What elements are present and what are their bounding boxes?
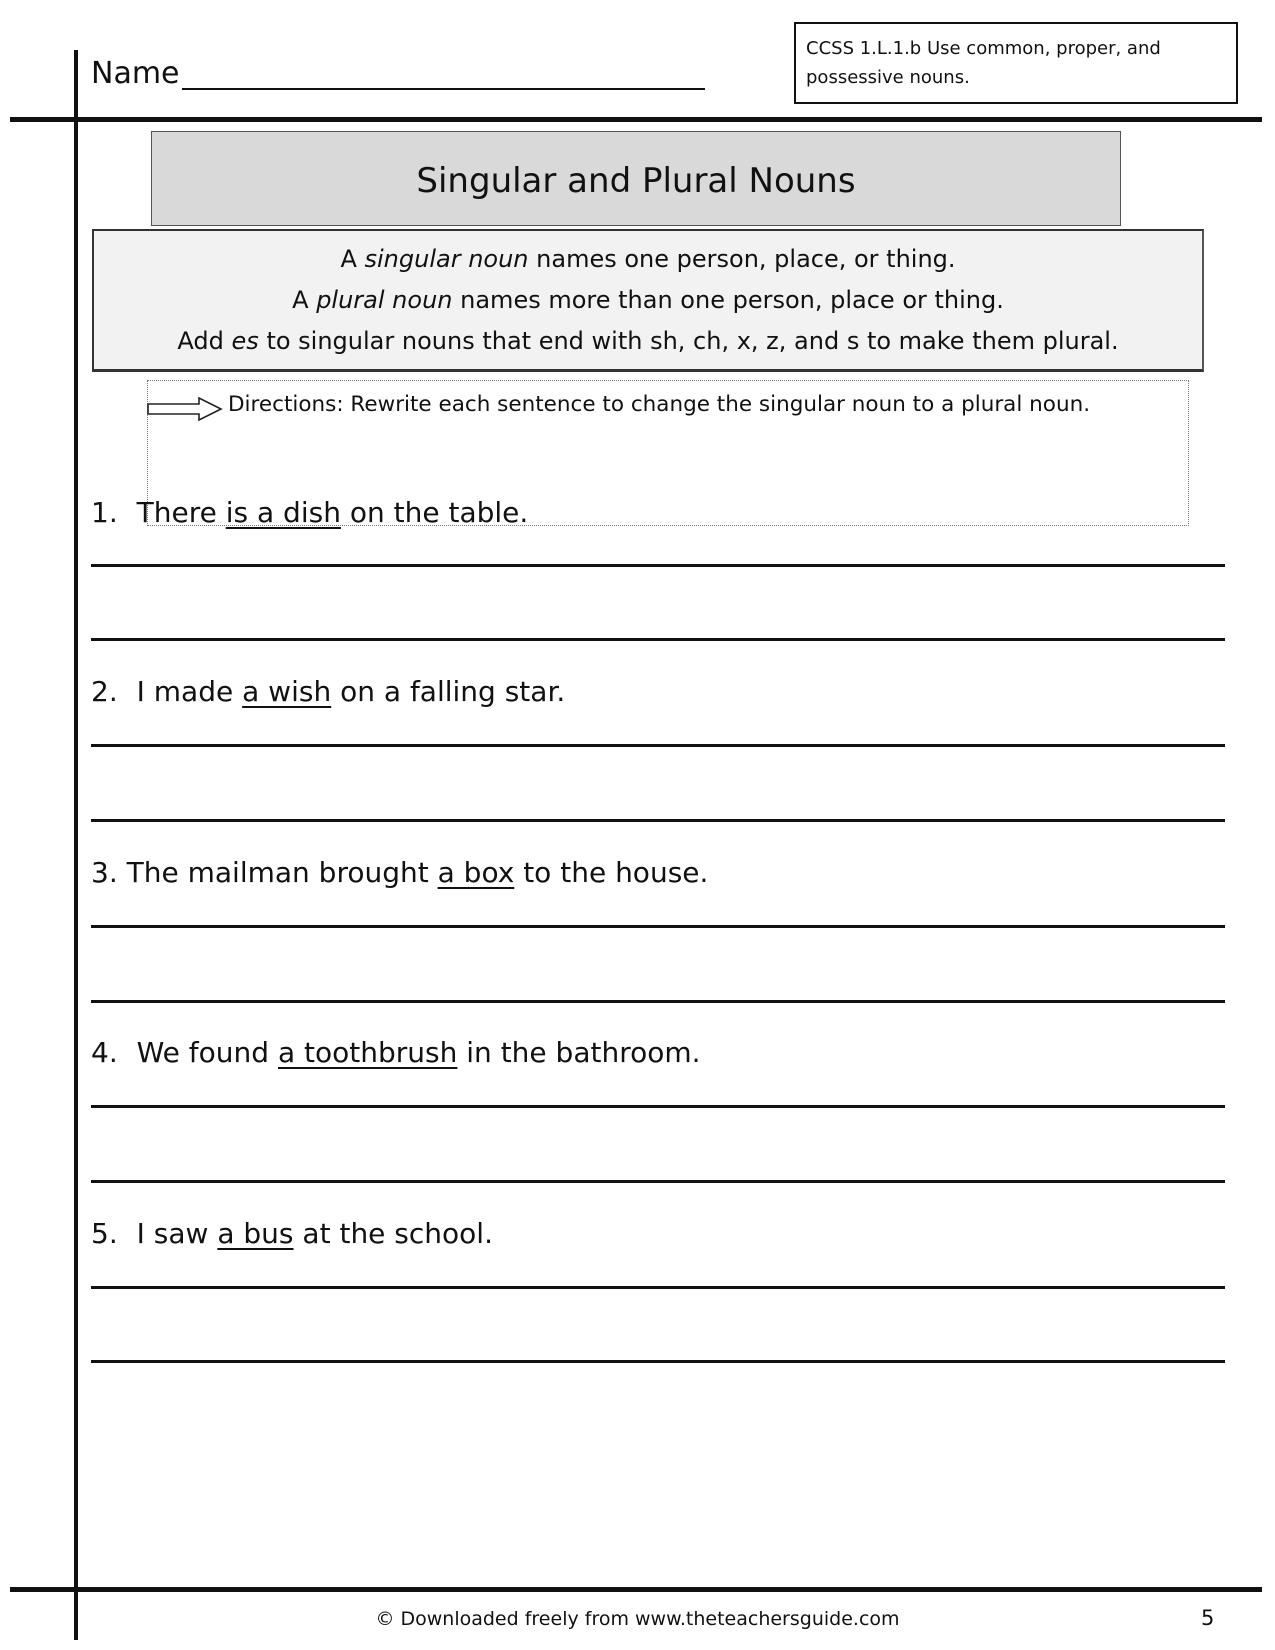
question-4 (91, 1036, 701, 1069)
question-text-after: to the house. (523, 856, 709, 889)
rule-line-2-lead: A (292, 286, 309, 314)
title-banner (151, 131, 1121, 226)
header-rule (10, 117, 1262, 122)
rule-line-3-rest: to singular nouns that end with sh, ch, x, z, and s to make them plural. (266, 327, 1119, 355)
answer-line[interactable] (91, 1360, 1225, 1363)
question-2 (91, 675, 565, 708)
question-text-after: on the table. (349, 496, 529, 529)
answer-line[interactable] (91, 925, 1225, 928)
rule-line-1-rest: names one person, place, or thing. (536, 245, 956, 273)
rule-line-2-term: plural noun (316, 286, 453, 314)
name-field-line[interactable] (182, 88, 705, 90)
rule-line-1 (94, 239, 1202, 280)
question-text-after: on a falling star. (340, 675, 566, 708)
singular-noun-phrase: a box (437, 856, 515, 889)
question-text-before: The mailman brought (126, 856, 429, 889)
singular-noun-phrase: a bus (217, 1217, 294, 1250)
singular-noun-phrase: a wish (242, 675, 332, 708)
question-number: 3. (91, 856, 118, 889)
page-number: 5 (1201, 1606, 1215, 1630)
rule-line-3-term: es (231, 327, 259, 355)
answer-line[interactable] (91, 1105, 1225, 1108)
question-number: 1. (91, 496, 118, 529)
arrow-right-icon (147, 397, 223, 421)
singular-noun-phrase: is a dish (225, 496, 341, 529)
question-text-before: There (136, 496, 217, 529)
question-text-after: at the school. (302, 1217, 493, 1250)
rule-box (92, 229, 1204, 372)
question-3 (91, 856, 708, 889)
rule-line-1-term: singular noun (364, 245, 529, 273)
answer-line[interactable] (91, 1286, 1225, 1289)
page-title: Singular and Plural Nouns (416, 160, 856, 201)
rule-line-3 (94, 321, 1202, 362)
margin-line (74, 50, 78, 1640)
answer-line[interactable] (91, 638, 1225, 641)
answer-line[interactable] (91, 1000, 1225, 1003)
name-label: Name (91, 56, 180, 91)
question-5 (91, 1217, 493, 1250)
rule-line-2-rest: names more than one person, place or thing. (460, 286, 1004, 314)
singular-noun-phrase: a toothbrush (277, 1036, 458, 1069)
footer-rule (10, 1587, 1262, 1592)
question-text-before: I saw (136, 1217, 209, 1250)
rule-line-3-lead: Add (177, 327, 224, 355)
answer-line[interactable] (91, 564, 1225, 567)
footer-credit: © Downloaded freely from www.theteachersguide.com (375, 1608, 900, 1630)
question-number: 2. (91, 675, 118, 708)
question-number: 4. (91, 1036, 118, 1069)
question-number: 5. (91, 1217, 118, 1250)
question-text-before: I made (136, 675, 234, 708)
directions-text: Directions: Rewrite each sentence to change the singular noun to a plural noun. (228, 392, 1091, 417)
question-1 (91, 496, 528, 529)
question-text-after: in the bathroom. (466, 1036, 701, 1069)
question-text-before: We found (136, 1036, 270, 1069)
rule-line-2 (94, 280, 1202, 321)
answer-line[interactable] (91, 1180, 1225, 1183)
answer-line[interactable] (91, 744, 1225, 747)
standard-text: CCSS 1.L.1.b Use common, proper, and possessive nouns. (806, 38, 1161, 88)
standard-box (794, 22, 1238, 104)
answer-line[interactable] (91, 819, 1225, 822)
rule-line-1-lead: A (340, 245, 357, 273)
